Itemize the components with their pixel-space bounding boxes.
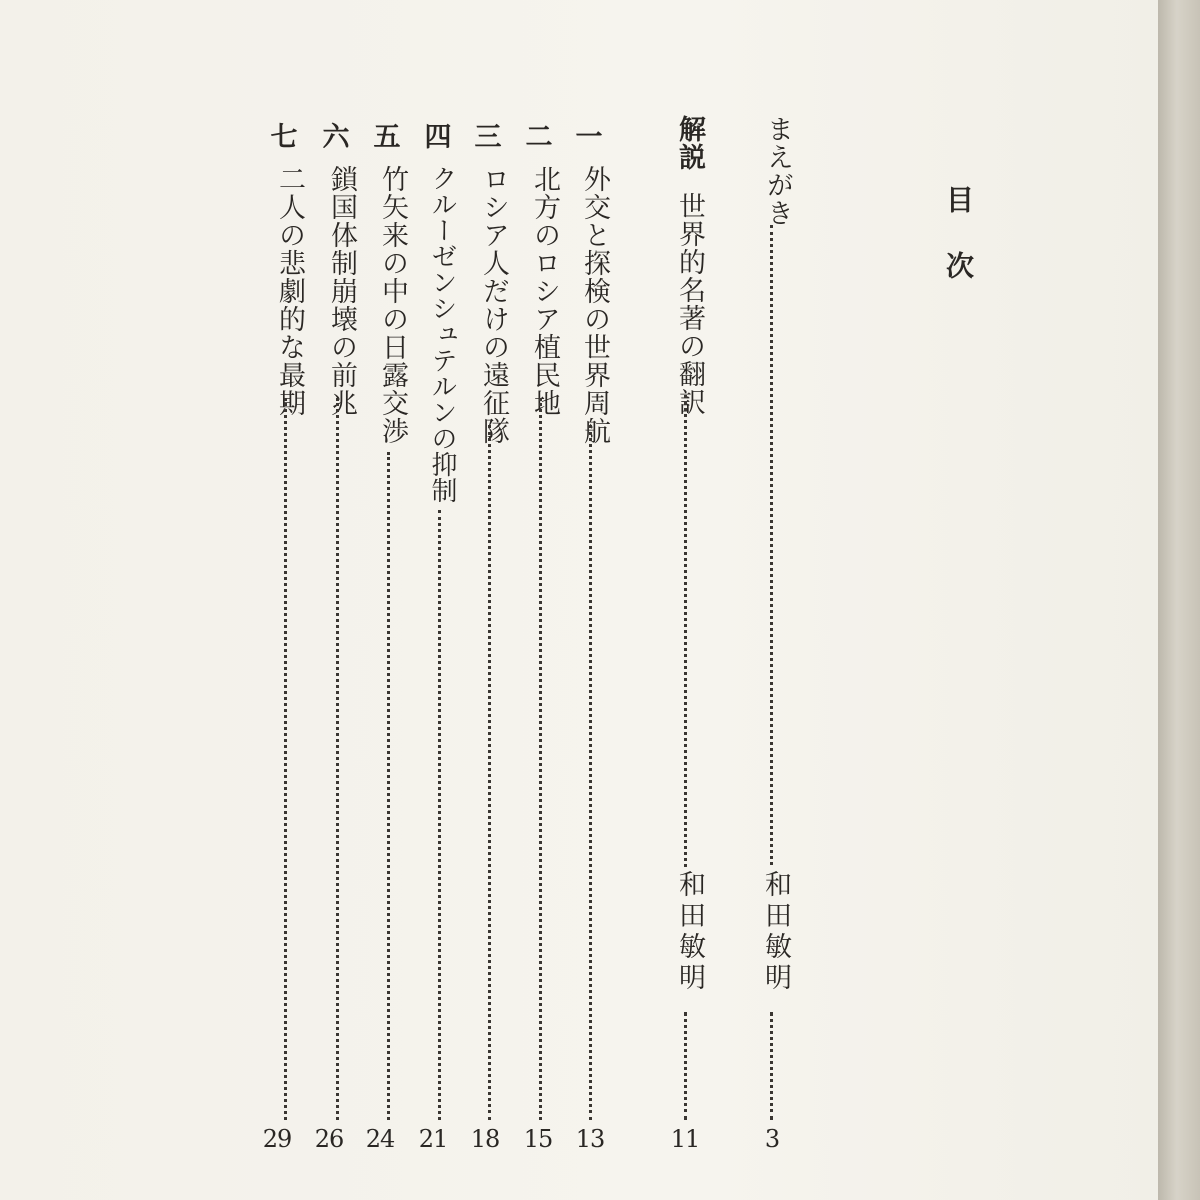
commentary-page: 11 [670,1125,700,1153]
entry-title: 北方のロシア植民地 [529,165,560,417]
entry-leader [488,425,491,1120]
commentary-label: 世界的名著の翻訳 [674,192,705,416]
commentary-leader-2 [684,1012,687,1120]
entry-number: 五 [373,122,401,153]
entry-page: 26 [314,1125,344,1153]
entry-number: 一 [575,122,603,153]
entry-leader [539,398,542,1120]
entry-leader [387,452,390,1120]
preface-author: 和田敏明 [760,870,791,994]
commentary-author: 和田敏明 [674,870,705,994]
entry-number: 三 [474,122,502,153]
preface-page: 3 [764,1125,780,1153]
preface-leader [770,225,773,865]
entry-page: 13 [575,1125,605,1153]
entry-leader [589,425,592,1120]
entry-title: 竹矢来の中の日露交渉 [377,165,408,445]
entry-title: クルーゼンシュテルンの抑制 [427,165,457,503]
entry-page: 21 [418,1125,448,1153]
preface-label: まえがき [762,115,793,227]
entry-title: ロシア人だけの遠征隊 [478,165,509,445]
entry-page: 29 [262,1125,292,1153]
entry-page: 15 [523,1125,553,1153]
entry-number: 二 [525,122,553,153]
entry-number: 七 [270,122,298,153]
entry-title: 鎖国体制崩壊の前兆 [326,165,357,417]
entry-title: 外交と探検の世界周航 [579,165,610,445]
preface-leader-2 [770,1012,773,1120]
entry-leader [336,398,339,1120]
entry-leader [438,510,441,1120]
entry-number: 六 [322,122,350,153]
entry-page: 18 [470,1125,500,1153]
entry-leader [284,398,287,1120]
entry-page: 24 [365,1125,395,1153]
page-edge [1158,0,1200,1200]
entry-title: 二人の悲劇的な最期 [274,165,305,417]
entry-number: 四 [424,122,452,153]
commentary-prefix: 解説 [674,115,705,171]
toc-title: 目次 [942,185,975,317]
commentary-leader [684,395,687,867]
